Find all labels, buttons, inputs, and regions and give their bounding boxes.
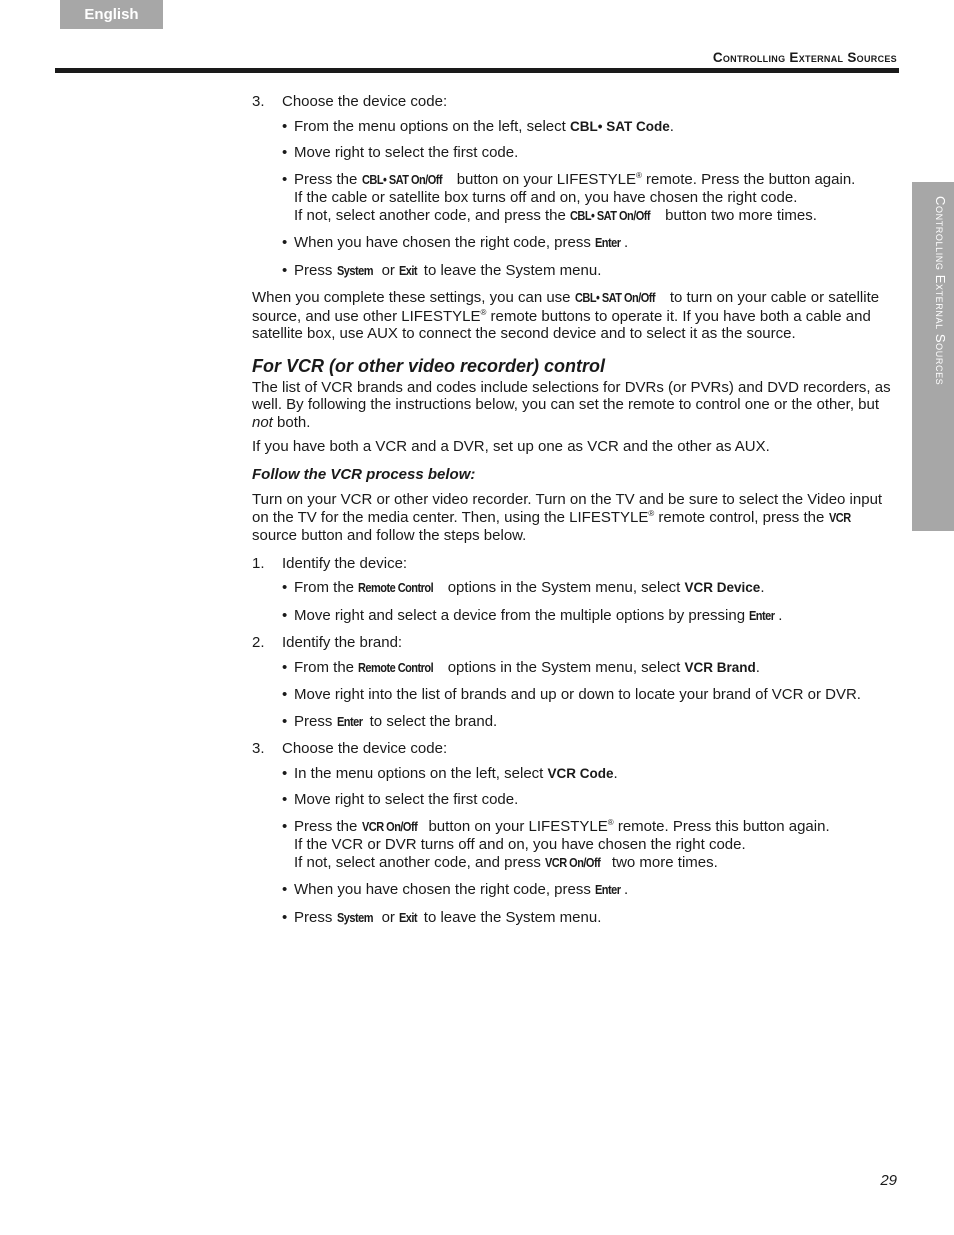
remote-key-label: System — [336, 910, 373, 925]
bullet-icon: • — [282, 144, 288, 161]
menu-option-label: VCR Brand — [684, 659, 756, 675]
bullet-icon: • — [282, 117, 288, 135]
bullet-icon: • — [282, 261, 288, 279]
list-item — [282, 881, 900, 900]
bullet-text: Move right to select the first code. — [294, 791, 519, 808]
remote-key-label: Remote Control — [358, 660, 434, 675]
bullet-icon: • — [282, 881, 288, 898]
list-item — [282, 791, 900, 809]
vcr-step-1 — [252, 555, 900, 573]
vcr-step-2 — [252, 634, 900, 652]
bullet-text: Move right into the list of brands and up or down to locate your brand of VCR or DVR. — [294, 686, 861, 703]
remote-key-label: Enter — [336, 714, 362, 729]
remote-key-label: Enter — [595, 236, 621, 250]
remote-key-label: CBL• SAT On/Off — [570, 208, 651, 223]
side-tab-label: Controlling External Sources — [933, 196, 948, 386]
bullet-icon: • — [282, 234, 288, 251]
header-divider — [55, 68, 899, 73]
list-item — [282, 234, 900, 253]
section-header-title: Controlling External Sources — [712, 50, 897, 65]
list-item — [282, 579, 900, 598]
list-item — [282, 909, 900, 928]
bullet-icon: • — [282, 606, 288, 624]
bullet-text: Move right and select a device from the multiple options by pressing Enter . — [294, 606, 783, 624]
bullet-icon: • — [282, 817, 288, 835]
remote-key-label: Exit — [399, 910, 418, 925]
vcr-turn-on-paragraph: Turn on your VCR or other video recorder. Turn on the TV and be sure to select the Video input on the TV for the media center. Then, using the LIFESTYLE® remote control, press the VCR source button and follow the steps below. — [252, 491, 883, 544]
vcr-process-subheading: Follow the VCR process below: — [252, 465, 476, 483]
list-item — [282, 818, 900, 873]
list-item — [282, 171, 900, 226]
list-item — [282, 262, 900, 281]
bullet-text: When you have chosen the right code, press Enter . — [294, 881, 629, 898]
list-item — [282, 765, 900, 783]
bullet-icon: • — [282, 712, 288, 730]
step-number: 1. — [252, 554, 265, 572]
list-item — [282, 144, 900, 162]
bullet-icon: • — [282, 170, 288, 188]
step-number: 3. — [252, 740, 265, 757]
cbl-step-3 — [252, 93, 900, 111]
bullet-icon: • — [282, 686, 288, 703]
menu-option-label: VCR Device — [684, 580, 761, 595]
bullet-text: In the menu options on the left, select VCR Code. — [294, 764, 618, 782]
bullet-text: Move right to select the first code. — [294, 144, 519, 161]
remote-key-label: VCR — [828, 510, 851, 525]
bullet-text: When you have chosen the right code, press Enter . — [294, 234, 629, 251]
menu-option-label: VCR Code — [547, 765, 614, 781]
bullet-text: From the Remote Control options in the System menu, select VCR Device. — [294, 579, 765, 596]
bullet-icon: • — [282, 791, 288, 808]
list-item — [282, 713, 900, 732]
language-tab-english[interactable] — [60, 0, 163, 29]
step-text: Choose the device code: — [282, 740, 448, 757]
step-text: Choose the device code: — [282, 93, 448, 110]
vcr-section-heading: For VCR (or other video recorder) control — [252, 355, 606, 376]
bullet-text: Press System or Exit to leave the System menu. — [294, 261, 602, 279]
bullet-text: Press the CBL• SAT On/Off button on your LIFESTYLE® remote. Press the button again. If the cable or satellite box turns off and on, you have chosen the right code. If not, select another code, and press the CBL• SAT On/Off button two more times. — [294, 170, 856, 224]
side-section-tab — [912, 182, 954, 531]
menu-option-label: CBL• SAT Code — [569, 118, 670, 134]
bullet-text: Press Enter to select the brand. — [294, 712, 498, 730]
bullet-icon: • — [282, 579, 288, 596]
step-text: Identify the device: — [282, 554, 408, 572]
list-item — [282, 607, 900, 626]
remote-key-label: CBL• SAT On/Off — [361, 172, 442, 187]
vcr-intro-paragraph: The list of VCR brands and codes include selections for DVRs (or PVRs) and DVD recorders, as well. By following the instructions below, you can set the remote to control one or the other, but not both. — [252, 378, 891, 431]
page-number: 29 — [880, 1172, 897, 1189]
list-item — [282, 659, 900, 678]
language-tab-label: English — [84, 6, 139, 23]
step-number: 3. — [252, 93, 265, 110]
bullet-icon: • — [282, 908, 288, 926]
bullet-text: Press System or Exit to leave the System menu. — [294, 908, 602, 926]
remote-key-label: VCR On/Off — [361, 819, 417, 834]
bullet-text: Press the VCR On/Off button on your LIFESTYLE® remote. Press this button again. If the VCR or DVR turns off and on, you have chosen the right code. If not, select another code, and press VCR On/Off two more times. — [294, 817, 830, 871]
step-text: Identify the brand: — [282, 634, 403, 651]
remote-key-label: Enter — [749, 608, 775, 623]
remote-key-label: System — [336, 263, 373, 278]
step-number: 2. — [252, 634, 265, 651]
vcr-both-paragraph: If you have both a VCR and a DVR, set up one as VCR and the other as AUX. — [252, 438, 770, 455]
bullet-text: From the menu options on the left, select CBL• SAT Code. — [294, 117, 674, 135]
remote-key-label: Exit — [399, 263, 418, 278]
list-item — [282, 686, 900, 704]
completion-paragraph: When you complete these settings, you can use CBL• SAT On/Off to turn on your cable or satellite source, and use other LIFESTYLE® remote buttons to operate it. If you have both a cable and satellite box, use AUX to connect the second device and to select it as the source. — [252, 289, 880, 342]
page-content — [252, 93, 900, 936]
remote-key-label: Remote Control — [358, 581, 434, 595]
remote-key-label: CBL• SAT On/Off — [574, 291, 655, 305]
bullet-icon: • — [282, 764, 288, 782]
list-item — [282, 118, 900, 136]
bullet-icon: • — [282, 658, 288, 676]
vcr-step-3 — [252, 740, 900, 758]
remote-key-label: Enter — [595, 883, 621, 897]
bullet-text: From the Remote Control options in the System menu, select VCR Brand. — [294, 658, 760, 676]
remote-key-label: VCR On/Off — [545, 855, 601, 870]
